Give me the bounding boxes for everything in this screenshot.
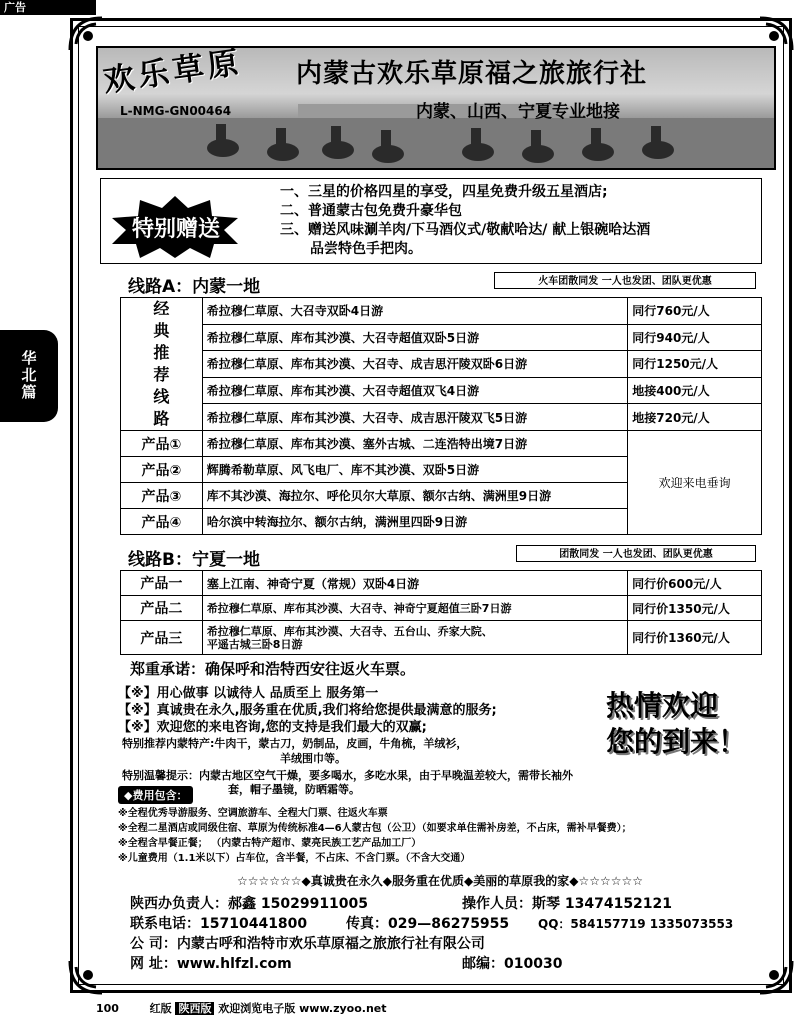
route-price: 同行价1360元/人 bbox=[628, 621, 762, 655]
route-price: 地接400元/人 bbox=[628, 377, 762, 404]
route-a-table bbox=[120, 297, 762, 535]
product-label: 产品三 bbox=[121, 621, 203, 655]
contact-operator: 操作人员：斯琴 13474152121 bbox=[462, 896, 673, 912]
fee-item: ※全程含早餐正餐； （内蒙古特产超市、蒙亮民族工艺产品加工厂） bbox=[118, 838, 422, 849]
contact-qq: QQ：584157719 1335073553 bbox=[538, 917, 734, 931]
table-row bbox=[121, 621, 762, 655]
product-label: 产品① bbox=[121, 431, 203, 457]
classic-routes-label: 经 典 推 荐 线 路 bbox=[121, 298, 203, 431]
contact-company: 公 司：内蒙古呼和浩特市欢乐草原福之旅旅行社有限公司 bbox=[130, 936, 485, 952]
company-title: 内蒙古欢乐草原福之旅旅行社 bbox=[296, 59, 648, 89]
route-price: 同行760元/人 bbox=[628, 298, 762, 325]
table-row bbox=[121, 596, 762, 621]
contact-postcode: 邮编：010030 bbox=[462, 956, 563, 972]
route-a-title: 线路A：内蒙一地 bbox=[128, 277, 261, 297]
route-name: 哈尔滨中转海拉尔、额尔古纳，满洲里四卧9日游 bbox=[202, 509, 627, 535]
tips-text: 套，帽子墨镜，防晒霜等。 bbox=[228, 783, 360, 796]
table-row bbox=[121, 404, 762, 431]
slogan: 内蒙、山西、宁夏专业地接 bbox=[416, 102, 620, 122]
route-name: 希拉穆仁草原、大召寺双卧4日游 bbox=[202, 298, 627, 325]
stars-divider: ☆☆☆☆☆☆◆真诚贵在永久◆服务重在优质◆美丽的草原我的家◆☆☆☆☆☆☆ bbox=[236, 874, 643, 888]
route-a-note: 火车团散同发 一人也发团、团队更优惠 bbox=[494, 272, 756, 289]
gift-badge-label: 特别赠送 bbox=[131, 217, 220, 242]
table-row bbox=[121, 298, 762, 325]
corner-ornament-icon bbox=[66, 957, 106, 997]
gift-item: 三、赠送风味涮羊肉/下马酒仪式/敬献哈达/ 献上银碗哈达酒 bbox=[280, 222, 651, 238]
fee-item: ※全程二星酒店或同级住宿、草原为传统标准4—6人蒙古包（公卫）（如要求单住需补房差，不占床，需补早餐费）； bbox=[118, 823, 632, 834]
welcome-slogan: 热情欢迎 您的到来！ bbox=[606, 689, 747, 758]
product-label: 产品一 bbox=[121, 571, 203, 596]
contact-fax: 传真：029—86275955 bbox=[346, 916, 510, 932]
fee-item: ※儿童费用（1.1米以下）占车位，含半餐，不占床、不含门票。（不含大交通） bbox=[118, 853, 471, 864]
product-label: 产品③ bbox=[121, 483, 203, 509]
ad-label: 广告 bbox=[0, 0, 96, 15]
motto-line: 【※】真诚贵在永久,服务重在优质,我们将给您提供最满意的服务; bbox=[118, 703, 497, 718]
region-side-tab bbox=[0, 330, 58, 422]
table-row bbox=[121, 571, 762, 596]
route-price: 同行价600元/人 bbox=[628, 571, 762, 596]
corner-ornament-icon bbox=[756, 957, 796, 997]
side-tab-char: 篇 bbox=[21, 383, 37, 401]
route-b-table bbox=[120, 570, 762, 655]
product-label: 产品二 bbox=[121, 596, 203, 621]
table-row bbox=[121, 377, 762, 404]
edition-badge: 陕西版 bbox=[175, 1002, 214, 1015]
product-label: 产品④ bbox=[121, 509, 203, 535]
route-price: 同行940元/人 bbox=[628, 324, 762, 351]
fee-item: ※全程优秀导游服务、空调旅游车、全程大门票、往返火车票 bbox=[118, 808, 388, 819]
gift-item: 一、三星的价格四星的享受，四星免费升级五星酒店; bbox=[280, 184, 608, 200]
route-name: 希拉穆仁草原、库布其沙漠、大召寺超值双飞4日游 bbox=[202, 377, 627, 404]
motto-line: 【※】用心做事 以诚待人 品质至上 服务第一 bbox=[118, 686, 379, 701]
route-price: 同行1250元/人 bbox=[628, 351, 762, 378]
side-tab-char: 北 bbox=[21, 366, 37, 384]
tips-text: 特别温馨提示：内蒙古地区空气干燥，要多喝水，多吃水果，由于早晚温差较大，需带长袖外 bbox=[122, 769, 573, 782]
fee-label: ◆费用包含： bbox=[118, 786, 193, 804]
table-row bbox=[121, 324, 762, 351]
page-footer bbox=[96, 1000, 387, 1016]
contact-website[interactable]: 网 址：www.hlfzl.com bbox=[130, 956, 292, 972]
product-label: 产品② bbox=[121, 457, 203, 483]
inquiry-cell: 欢迎来电垂询 bbox=[628, 431, 762, 535]
route-b-note: 团散同发 一人也发团、团队更优惠 bbox=[516, 545, 756, 562]
footer-text[interactable]: 欢迎浏览电子版 www.zyoo.net bbox=[218, 1002, 387, 1015]
route-name: 库不其沙漠、海拉尔、呼伦贝尔大草原、额尔古纳、满洲里9日游 bbox=[202, 483, 627, 509]
motto-line: 【※】欢迎您的来电咨询,您的支持是我们最大的双赢; bbox=[118, 720, 427, 735]
promise-text: 郑重承诺：确保呼和浩特西安往返火车票。 bbox=[130, 660, 416, 678]
route-name: 希拉穆仁草原、库布其沙漠、大召寺、五台山、乔家大院、 平遥古城三卧8日游 bbox=[202, 621, 627, 655]
route-name: 希拉穆仁草原、库布其沙漠、大召寺、成吉思汗陵双卧6日游 bbox=[202, 351, 627, 378]
side-tab-char: 华 bbox=[21, 349, 37, 367]
route-price: 同行价1350元/人 bbox=[628, 596, 762, 621]
route-name: 辉腾希勒草原、风飞电厂、库不其沙漠、双卧5日游 bbox=[202, 457, 627, 483]
route-name: 希拉穆仁草原、库布其沙漠、大召寺、神奇宁夏超值三卧7日游 bbox=[202, 596, 627, 621]
route-b-title: 线路B：宁夏一地 bbox=[128, 550, 260, 570]
brand-logo: 欢乐草原 bbox=[101, 44, 245, 100]
license-number: L-NMG-GN00464 bbox=[120, 104, 232, 118]
route-name: 希拉穆仁草原、库布其沙漠、塞外古城、二连浩特出境7日游 bbox=[202, 431, 627, 457]
contact-lead: 陕西办负责人：郝鑫 15029911005 bbox=[130, 896, 369, 912]
route-price: 地接720元/人 bbox=[628, 404, 762, 431]
contact-phone: 联系电话：15710441800 bbox=[130, 916, 308, 932]
gift-item: 二、普通蒙古包免费升豪华包 bbox=[280, 203, 462, 219]
route-name: 希拉穆仁草原、库布其沙漠、大召寺、成吉思汗陵双飞5日游 bbox=[202, 404, 627, 431]
table-row bbox=[121, 351, 762, 378]
edition-label: 红版 bbox=[149, 1002, 172, 1015]
route-name: 希拉穆仁草原、库布其沙漠、大召寺超值双卧5日游 bbox=[202, 324, 627, 351]
page-number: 100 bbox=[96, 1002, 119, 1015]
specialties-text: 羊绒围巾等。 bbox=[280, 752, 346, 765]
gift-item: 品尝特色手把肉。 bbox=[310, 241, 422, 257]
table-row bbox=[121, 431, 762, 457]
route-name: 塞上江南、神奇宁夏（常规）双卧4日游 bbox=[202, 571, 627, 596]
specialties-text: 特别推荐内蒙特产:牛肉干，蒙古刀，奶制品，皮画，牛角梳，羊绒衫， bbox=[122, 737, 468, 750]
